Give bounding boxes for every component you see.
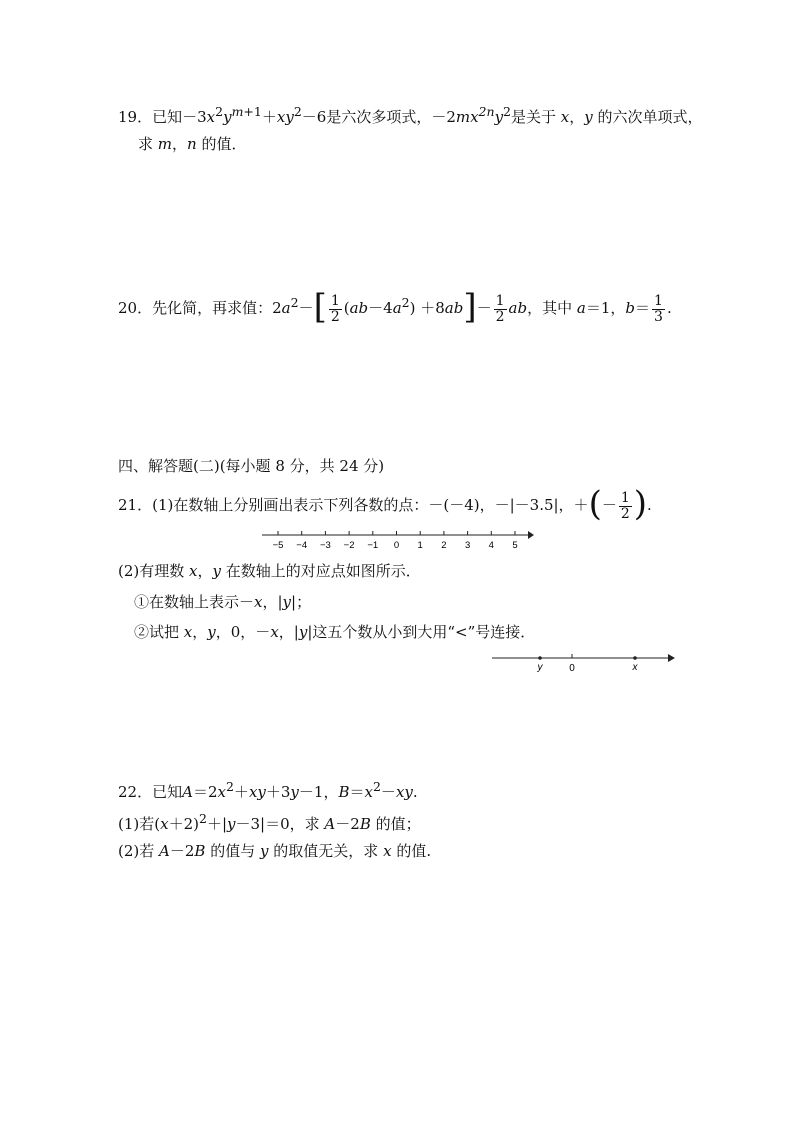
axis1-tick-label: 3 bbox=[464, 540, 471, 551]
axis1-tick-label: −2 bbox=[343, 540, 355, 551]
axis2-zero-label: 0 bbox=[569, 663, 575, 674]
number-line-1 bbox=[262, 526, 534, 552]
left-bracket: [ bbox=[313, 287, 327, 327]
q22-line2: (1)若$(x+2)^2+|y-3|=0$，求 A－2B 的值； bbox=[118, 811, 421, 833]
q22-line1: 22．已知$A=2x^2+xy+3y-1$，$B=x^2-xy$. bbox=[118, 779, 418, 801]
point-y bbox=[538, 656, 542, 660]
axis1-tick-label: 2 bbox=[441, 540, 447, 551]
q21-sub1: ①在数轴上表示－x，|y|； bbox=[134, 593, 312, 611]
axis1-tick-label: 1 bbox=[417, 540, 423, 551]
q22-number: 22． bbox=[118, 783, 153, 801]
fraction-one-half-3: $\frac{1}{2}$ bbox=[620, 489, 630, 522]
q21-sub2: ②试把 x，y，0，－x，|y|这五个数从小到大用“<”号连接． bbox=[134, 623, 536, 641]
fraction-one-half: $\frac{1}{2}$ bbox=[330, 292, 340, 325]
axis1-tick-label: 0 bbox=[393, 540, 400, 551]
q19-number: 19． bbox=[118, 108, 153, 126]
point-x bbox=[633, 656, 637, 660]
q21-part2: (2)有理数 x，y 在数轴上的对应点如图所示． bbox=[118, 562, 421, 580]
q21-number: 21． bbox=[118, 496, 153, 514]
q22-line3: (2)若 A－2B 的值与 y 的取值无关，求 x 的值. bbox=[118, 842, 432, 860]
q21-part1: 21．(1)在数轴上分别画出表示下列各数的点：－(－4)，－|－3.5|，＋(－ $\frac{1}{2}$ ). bbox=[118, 484, 652, 524]
q20-line: 20．先化简，再求值：$2a^2-$[ $\frac{1}{2}$ $(ab-4a^2) +8ab]-$ $\frac{1}{2}$ ab，其中 a＝1，b＝ $\frac{1}{3}$ . bbox=[118, 287, 672, 327]
fraction-one-half-2: $\frac{1}{2}$ bbox=[495, 292, 505, 325]
axis1-tick-label: −5 bbox=[272, 540, 284, 551]
axis1-tick-label: −4 bbox=[296, 540, 308, 551]
number-line-2 bbox=[492, 650, 676, 674]
q20-number: 20． bbox=[118, 299, 153, 317]
axis1-tick-label: −1 bbox=[367, 540, 379, 551]
section-heading: 四、解答题(二)(每小题 8 分，共 24 分) bbox=[118, 457, 385, 475]
axis1-tick-label: 4 bbox=[488, 540, 494, 551]
axis2-x-label: x bbox=[632, 662, 638, 673]
q19-line1: 19．已知$-3x^2y^{m+1}+xy^2-6$是六次多项式，$-2mx^{2n}y^2$是关于 x，y 的六次单项式， bbox=[118, 104, 703, 126]
q19-line2: 求 m，n 的值． bbox=[138, 135, 247, 153]
fraction-one-third: $\frac{1}{3}$ bbox=[654, 292, 663, 325]
right-bracket: ] bbox=[463, 287, 477, 327]
axis1-tick-label: 5 bbox=[512, 540, 518, 551]
axis1-tick-label: −3 bbox=[319, 540, 331, 551]
axis2-y-label: y bbox=[537, 662, 543, 673]
